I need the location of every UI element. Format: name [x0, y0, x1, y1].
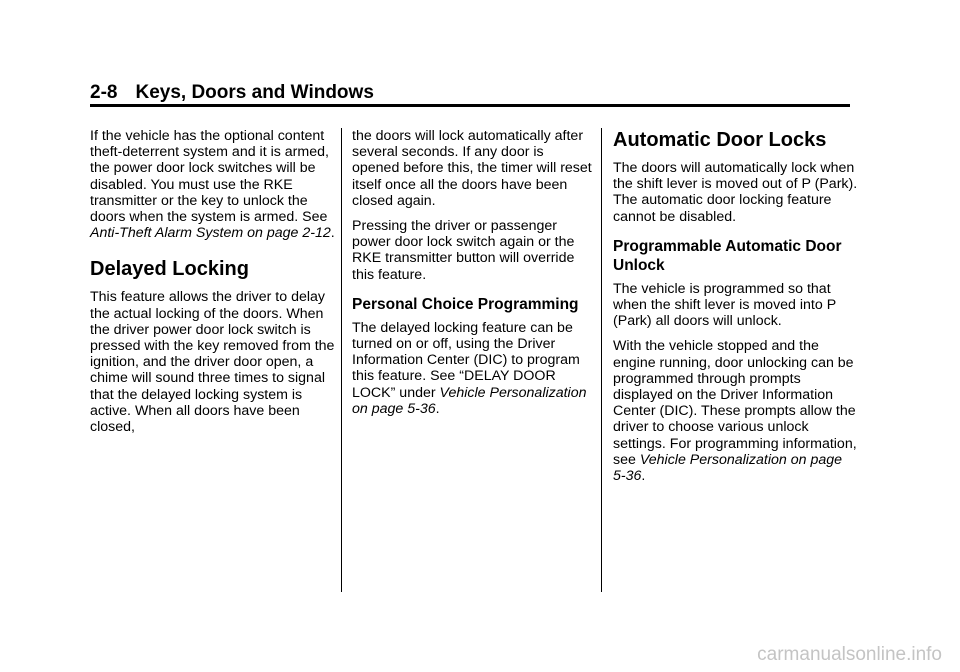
automatic-door-locks-heading: Automatic Door Locks [613, 129, 827, 151]
programmable-unlock-paragraph: The vehicle is programmed so that when the shift lever is moved into P (Park) all doors will unlock. [613, 280, 836, 330]
column-2 [352, 128, 592, 426]
delayed-locking-paragraph: This feature allows the driver to delay the actual locking of the doors. When the driver power door lock switch is pressed with the key removed from the ignition, and the driver door open, a chime will sound three times to signal that the delayed locking system is active. When all doors have been closed, [90, 289, 335, 436]
column-3 [613, 128, 858, 493]
watermark: carmanualsonline.info [757, 644, 942, 665]
antitheft-paragraph: If the vehicle has the optional content theft-deterrent system and it is armed, the power door lock switches will be disabled. You must use the RKE transmitter or the key to unlock the doors when the system is armed. See Anti-Theft Alarm System on page 2-12. [90, 128, 335, 242]
personal-choice-heading: Personal Choice Programming [352, 295, 579, 313]
column-divider-2 [601, 128, 602, 592]
page-header [90, 82, 850, 106]
antitheft-link[interactable]: Anti-Theft Alarm System on page 2-12 [90, 225, 331, 242]
vehicle-personalization-link[interactable]: Vehicle Personalization on page 5-36 [352, 384, 587, 417]
section-title: Keys, Doors and Windows [135, 82, 374, 103]
auto-lock-paragraph: the doors will lock automatically after several seconds. If any door is opened before this, the timer will reset itself once all the doors have been closed again. [352, 128, 592, 209]
delayed-locking-heading: Delayed Locking [90, 258, 249, 281]
personal-choice-paragraph: The delayed locking feature can be turned on or off, using the Driver Information Center (DIC) to program this feature. See “DELAY DOOR LOCK” under Vehicle Personalization on page 5-36. [352, 319, 587, 417]
column-1 [90, 128, 335, 444]
unlock-settings-paragraph: With the vehicle stopped and the engine running, door unlocking can be programmed through prompts displayed on the Driver Information Center (DIC). These prompts allow the driver to choose various unlock settings. For programming information, see Vehicle Personalization on page 5-36. [613, 338, 857, 485]
page-number: 2-8 [90, 82, 118, 103]
vehicle-personalization-link-2[interactable]: Vehicle Personalization on page 5-36 [613, 451, 843, 485]
column-divider-1 [341, 128, 342, 592]
override-paragraph: Pressing the driver or passenger power door lock switch again or the RKE transmitter button will override this feature. [352, 218, 575, 283]
automatic-door-locks-paragraph: The doors will automatically lock when the shift lever is moved out of P (Park). The automatic door locking feature cannot be disabled. [613, 160, 858, 225]
programmable-unlock-heading: Programmable Automatic Door Unlock [613, 237, 842, 274]
header-rule [90, 104, 850, 107]
